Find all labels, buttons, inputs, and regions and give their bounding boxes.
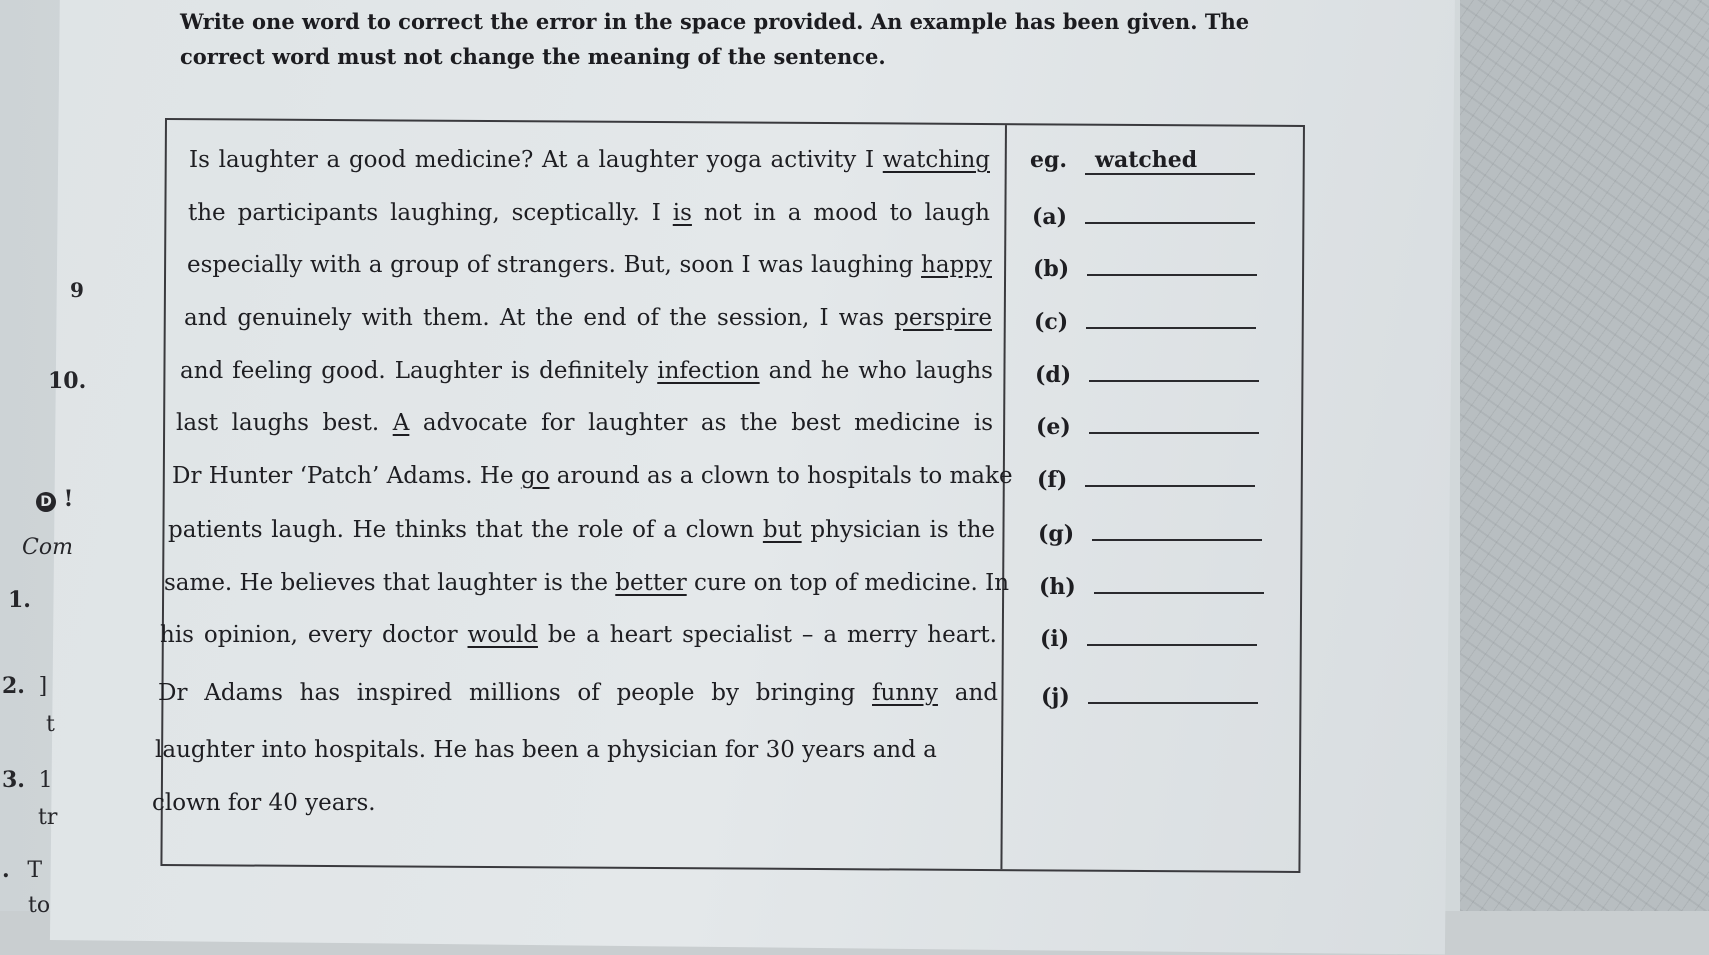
passage-text-segment: not in a mood to laugh [691, 200, 990, 226]
margin-number-4 [2, 857, 42, 883]
passage-text-segment: the participants laughing, sceptically. I [188, 200, 673, 226]
answer-label: (b) [1033, 256, 1070, 282]
margin-to: to [28, 893, 51, 918]
answer-blank[interactable] [1086, 305, 1256, 329]
error-word: better [615, 570, 687, 596]
passage-text-segment: patients laugh. He thinks that the role of a clown [168, 517, 763, 543]
passage-text-segment: advocate for laughter as the best medicine is [409, 410, 993, 436]
answer-label: (j) [1041, 684, 1070, 710]
answer-blank[interactable] [1087, 252, 1257, 276]
passage-text-segment: physician is the [801, 517, 995, 543]
margin-tr: tr [38, 805, 58, 830]
circled-d-icon: D [36, 492, 56, 512]
answer-blank[interactable] [1094, 570, 1264, 594]
error-word: go [520, 463, 550, 489]
answer-blank[interactable] [1085, 463, 1255, 487]
margin-number-10: 10. [48, 368, 87, 394]
passage-line [164, 570, 1010, 596]
margin-d-marker [36, 486, 73, 512]
answer-label: (c) [1034, 309, 1069, 335]
error-word: watching [882, 147, 990, 173]
passage-line [152, 790, 376, 816]
passage-line [189, 147, 990, 173]
margin-number-4-fragment: T [27, 858, 43, 883]
passage-line [158, 680, 998, 706]
passage-text-segment: same. He believes that laughter is the [164, 570, 616, 596]
instructions-line-2: correct word must not change the meaning of the sentence. [180, 44, 886, 69]
margin-t: t [46, 712, 55, 737]
answer-label: (a) [1032, 204, 1068, 230]
answer-row [1036, 410, 1259, 440]
margin-d-mark: ! [63, 486, 74, 512]
passage-text-segment: and he who laughs [759, 358, 993, 384]
margin-number-3 [2, 767, 53, 793]
answer-blank[interactable] [1089, 358, 1259, 382]
error-word: is [672, 200, 692, 226]
answer-label: (e) [1036, 414, 1071, 440]
answer-blank[interactable] [1085, 200, 1255, 224]
answer-blank[interactable] [1088, 680, 1258, 704]
passage-line [188, 200, 990, 226]
answer-row [1041, 680, 1258, 710]
passage-line [176, 410, 993, 436]
passage-text-segment: be a heart specialist – a merry heart. [537, 622, 997, 648]
answer-row [1037, 463, 1255, 493]
fabric-background [1460, 0, 1709, 911]
answer-label: (h) [1039, 574, 1076, 600]
answer-label: (i) [1040, 626, 1070, 652]
passage-text-segment: cure on top of medicine. In [686, 570, 1010, 596]
error-word: perspire [894, 305, 992, 331]
answer-blank[interactable] [1092, 517, 1262, 541]
margin-number-2-text: 2. [2, 673, 25, 699]
example-answer-row [1030, 147, 1255, 175]
answer-label: eg. [1030, 147, 1068, 173]
margin-number-3-text: 3. [2, 767, 25, 793]
passage-line [155, 737, 937, 763]
answer-row [1039, 570, 1264, 600]
passage-line [172, 463, 1013, 489]
passage-text-segment: laughter into hospitals. He has been a physician for 30 years and a [155, 737, 937, 763]
answer-row [1034, 305, 1256, 335]
answer-label: (f) [1037, 467, 1068, 493]
passage-line [180, 358, 993, 384]
passage-line [160, 622, 997, 648]
example-answer-value: watched [1085, 147, 1255, 175]
passage-line [184, 305, 992, 331]
margin-number-1: 1. [8, 587, 31, 613]
margin-number-2-fragment: ] [38, 674, 48, 699]
instructions-line-1: Write one word to correct the error in the space provided. An example has been given. The [180, 9, 1250, 34]
passage-text-segment: and feeling good. Laughter is definitely [180, 358, 658, 384]
passage-text-segment: Is laughter a good medicine? At a laughter yoga activity I [189, 147, 883, 173]
instructions [180, 4, 1300, 74]
error-word: happy [921, 252, 992, 278]
passage-text-segment: around as a clown to hospitals to make [549, 463, 1013, 489]
passage-text-segment: especially with a group of strangers. But, soon I was laughing [187, 252, 922, 278]
margin-comp: Com [22, 535, 73, 560]
answer-label: (d) [1035, 362, 1072, 388]
passage-text-segment: last laughs best. [176, 410, 393, 436]
passage-text-segment: and [937, 680, 999, 706]
passage-text-segment: and genuinely with them. At the end of the session, I was [184, 305, 895, 331]
passage-text-segment: his opinion, every doctor [160, 622, 468, 648]
margin-number-4-text: . [2, 857, 10, 883]
passage-text-segment: clown for 40 years. [152, 790, 376, 816]
margin-number-2 [2, 673, 47, 699]
passage-line [168, 517, 995, 543]
answer-row [1033, 252, 1257, 282]
answer-label: (g) [1038, 521, 1075, 547]
passage-text-segment: Dr Adams has inspired millions of people by bringing [158, 680, 873, 706]
error-word: but [762, 517, 802, 543]
passage-text-segment: Dr Hunter ‘Patch’ Adams. He [172, 463, 521, 489]
margin-number-3-fragment: 1 [38, 768, 53, 793]
answer-row [1032, 200, 1255, 230]
answer-blank[interactable] [1089, 410, 1259, 434]
column-divider [1000, 125, 1007, 869]
passage-line [187, 252, 992, 278]
answer-blank[interactable] [1087, 622, 1257, 646]
error-word: would [467, 622, 538, 648]
error-word: infection [657, 358, 760, 384]
answer-row [1040, 622, 1257, 652]
answer-row [1035, 358, 1259, 388]
margin-number-9: 9 [70, 278, 84, 302]
error-word: funny [872, 680, 938, 706]
error-word: A [392, 410, 410, 436]
answer-row [1038, 517, 1262, 547]
